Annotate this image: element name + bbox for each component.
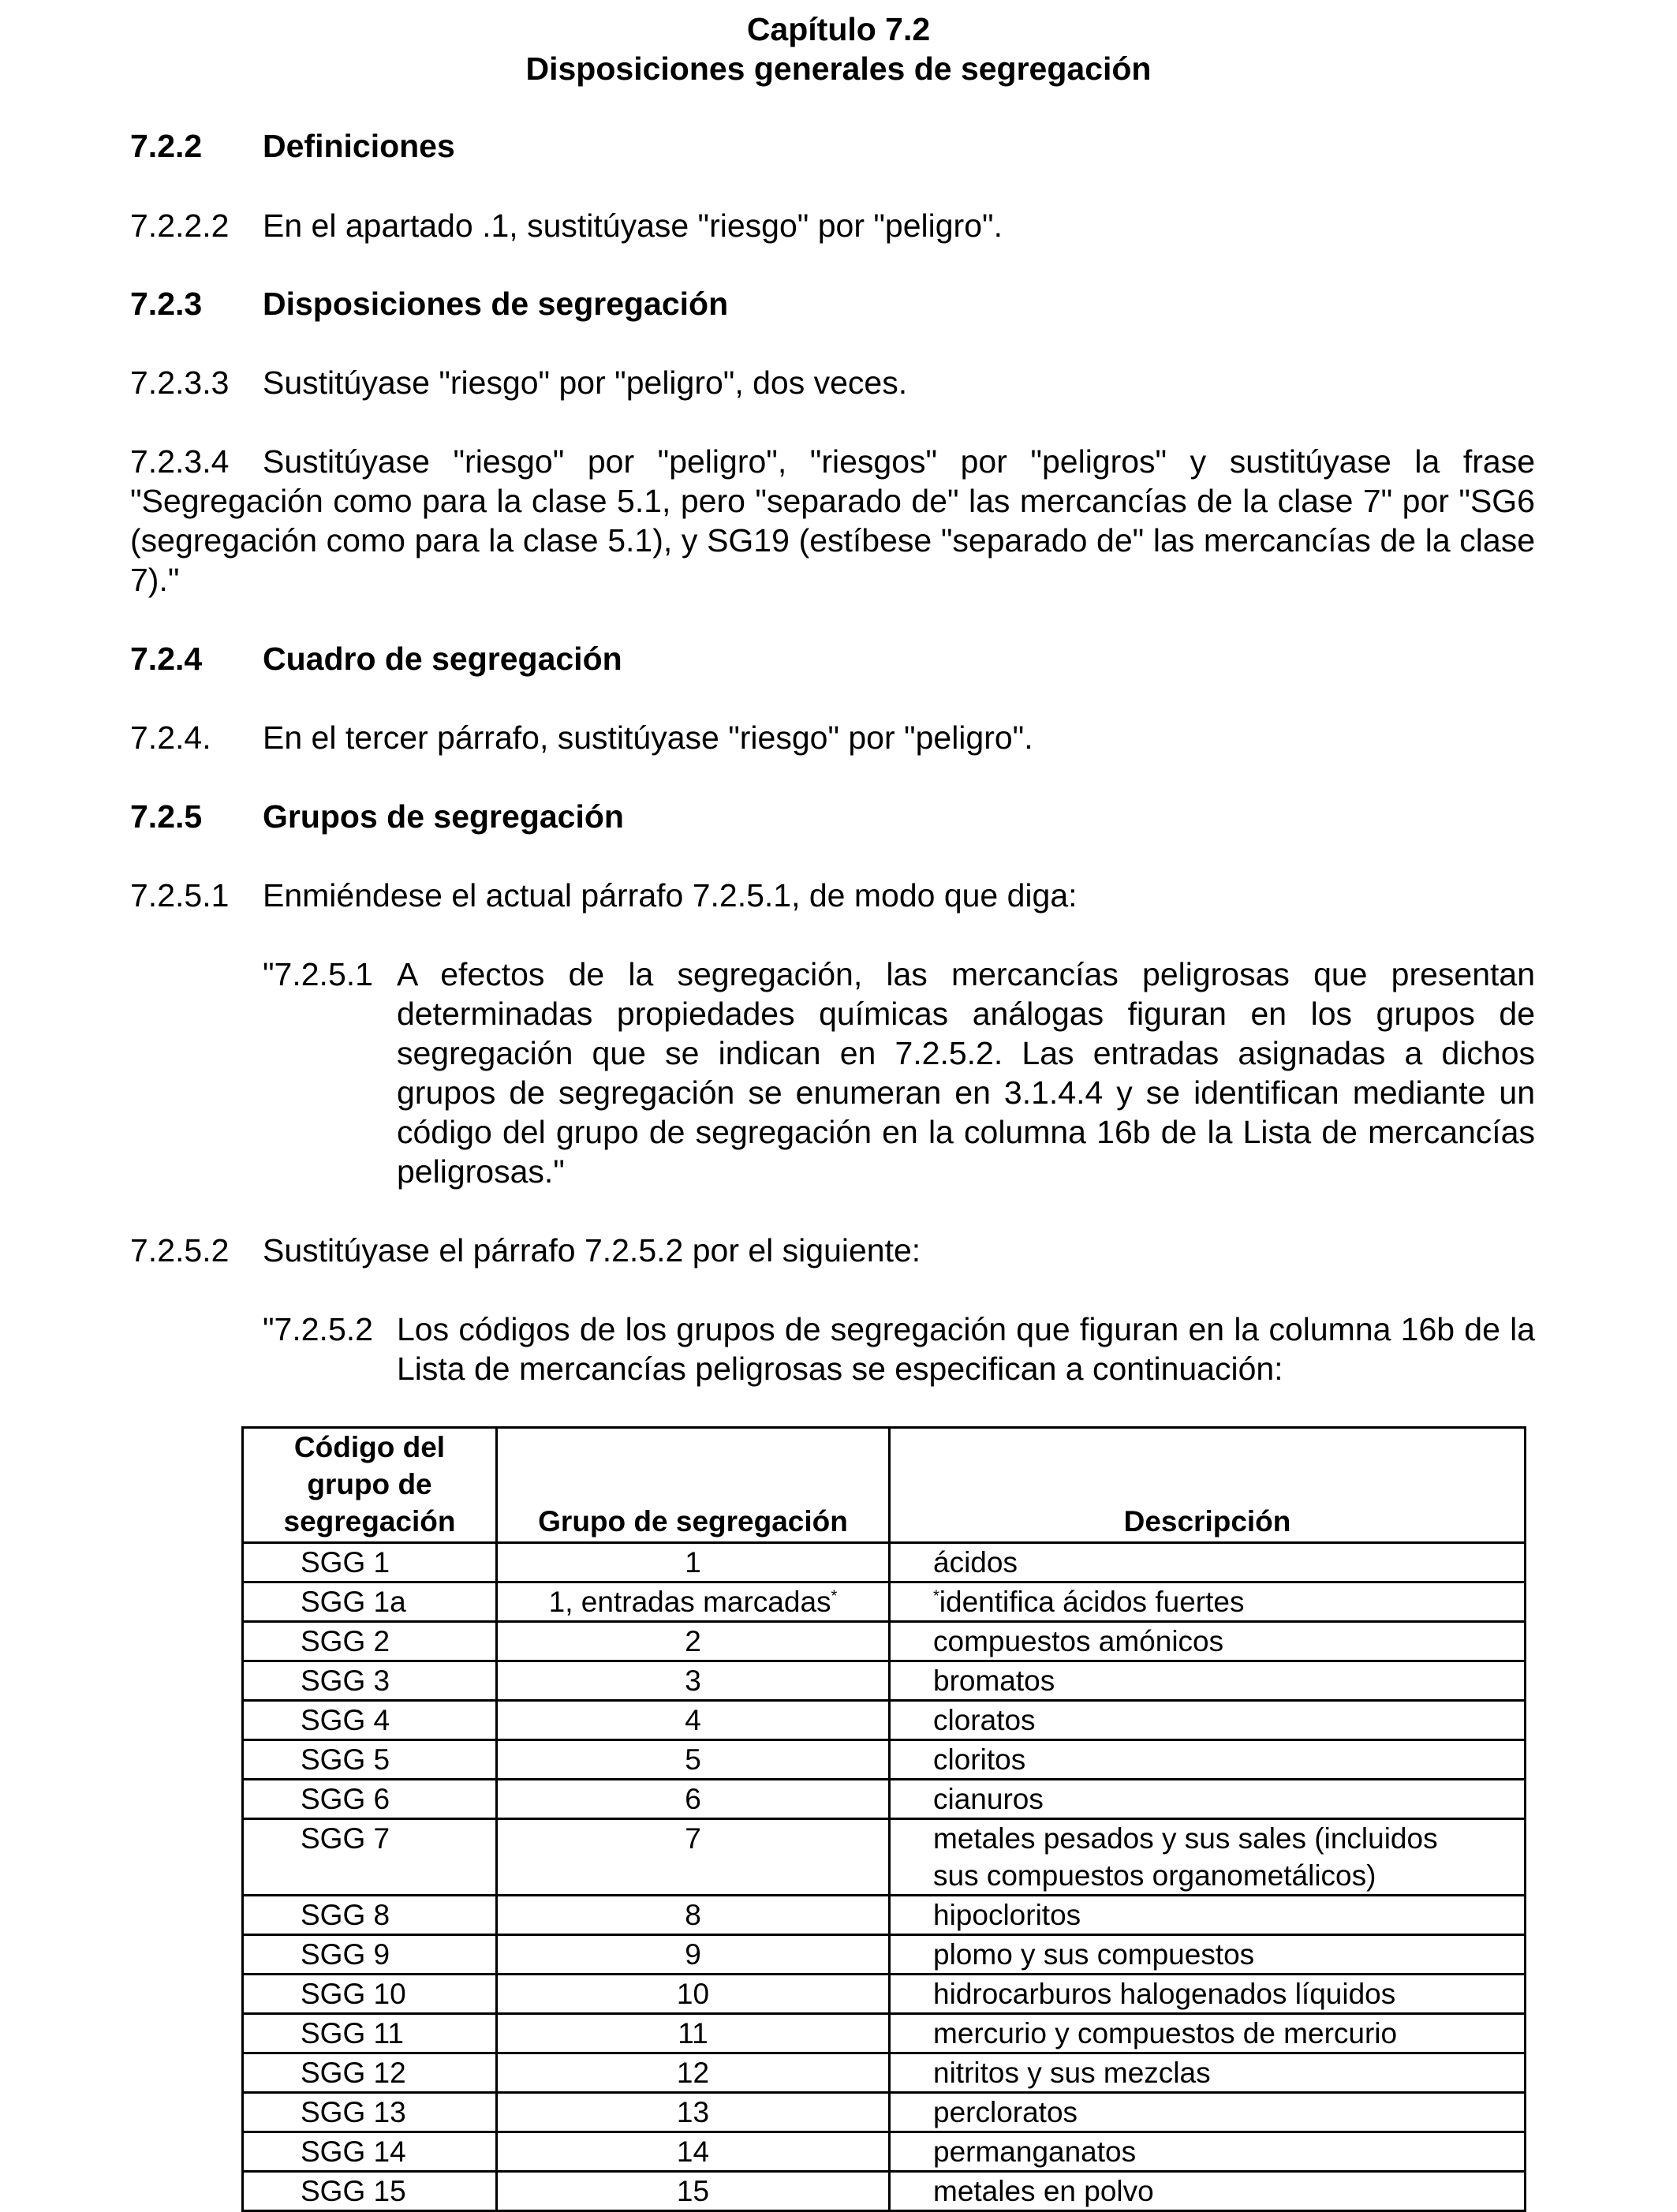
quoted-paragraph-number-7251: "7.2.5.1 (263, 956, 373, 992)
cell-description: mercurio y compuestos de mercurio (890, 2014, 1526, 2053)
paragraph-number-7251: 7.2.5.1 (130, 877, 230, 914)
table-row (243, 2093, 1526, 2132)
cell-code: SGG 12 (243, 2053, 497, 2093)
table-row (243, 2053, 1526, 2093)
cell-group: 3 (497, 1661, 890, 1701)
column-header-code-line1: Código del (293, 1431, 446, 1463)
table-row (243, 1935, 1526, 1975)
section-title-723: Disposiciones de segregación (263, 286, 729, 322)
table-row (243, 1780, 1526, 1819)
table-row (243, 1701, 1526, 1740)
cell-group: 9 (497, 1935, 890, 1975)
table-row (243, 1896, 1526, 1935)
cell-description: cianuros (890, 1780, 1526, 1819)
cell-code: SGG 7 (243, 1819, 497, 1896)
paragraph-number-7222: 7.2.2.2 (130, 207, 230, 244)
cell-description: permanganatos (890, 2132, 1526, 2172)
quoted-paragraph-text-7251: A efectos de la segregación, las mercancías peligrosas que presentan determinadas propiedades químicas análogas figuran en los grupos de segregación que se indican en 7.2.5.2. Las entradas asignadas a dichos grupos de segregación se enumeran en 3.1.4.4 y se identifican mediante un código del grupo de segregación en la columna 16b de la Lista de mercancías peligrosas." (397, 956, 1535, 1190)
cell-code: SGG 1 (243, 1543, 497, 1582)
table-row (243, 1740, 1526, 1780)
cell-code: SGG 6 (243, 1780, 497, 1819)
cell-group: 14 (497, 2132, 890, 2172)
column-header-description: Descripción (890, 1428, 1526, 1543)
table-header-row (243, 1428, 1526, 1543)
cell-description: cloratos (890, 1701, 1526, 1740)
column-header-code-line2: grupo de (307, 1468, 432, 1500)
cell-description (890, 1582, 1526, 1622)
cell-description: hidrocarburos halogenados líquidos (890, 1975, 1526, 2014)
paragraph-text-7234-continuation: "Segregación como para la clase 5.1, pero "separado de" las mercancías de la clase 7" por "SG6 (segregación como para la clase 5.1), y SG19 (estíbese "separado de" las mercancías de la clase 7)." (130, 483, 1535, 598)
cell-description (890, 1819, 1526, 1896)
paragraph-number-7233: 7.2.3.3 (130, 364, 230, 401)
cell-description-text: identifica ácidos fuertes (939, 1586, 1245, 1618)
section-number-722: 7.2.2 (130, 128, 203, 164)
chapter-title: Disposiciones generales de segregación (525, 50, 1152, 87)
cell-group: 10 (497, 1975, 890, 2014)
paragraph-text-7233: Sustitúyase "riesgo" por "peligro", dos veces. (263, 364, 908, 401)
cell-group: 1 (497, 1543, 890, 1582)
footnote-marker: * (933, 1587, 939, 1605)
chapter-number: Capítulo 7.2 (746, 11, 931, 47)
paragraph-number-724: 7.2.4. (130, 719, 211, 756)
cell-code: SGG 13 (243, 2093, 497, 2132)
cell-code: SGG 4 (243, 1701, 497, 1740)
table-row (243, 2172, 1526, 2211)
table-row (243, 1819, 1526, 1896)
section-number-724: 7.2.4 (130, 641, 203, 677)
paragraph-text-7222: En el apartado .1, sustitúyase "riesgo" por "peligro". (263, 207, 1003, 244)
paragraph-text-7251: Enmiéndese el actual párrafo 7.2.5.1, de modo que diga: (263, 877, 1078, 914)
table-row (243, 2132, 1526, 2172)
cell-description: metales en polvo (890, 2172, 1526, 2211)
table-row (243, 1582, 1526, 1622)
cell-description: percloratos (890, 2093, 1526, 2132)
cell-description: bromatos (890, 1661, 1526, 1701)
paragraph-text-7234-first-line: Sustitúyase "riesgo" por "peligro", "riesgos" por "peligros" y sustitúyase la frase (263, 443, 1535, 480)
cell-description-line2: sus compuestos organometálicos) (933, 1859, 1376, 1892)
quoted-paragraph-number-7252: "7.2.5.2 (263, 1311, 373, 1347)
cell-group: 11 (497, 2014, 890, 2053)
paragraph-number-7252: 7.2.5.2 (130, 1232, 230, 1269)
cell-group: 5 (497, 1740, 890, 1780)
cell-group-text: 1, entradas marcadas (548, 1586, 831, 1618)
cell-group: 12 (497, 2053, 890, 2093)
column-header-group: Grupo de segregación (497, 1428, 890, 1543)
cell-code: SGG 15 (243, 2172, 497, 2211)
cell-description-line1: metales pesados y sus sales (incluidos (933, 1822, 1438, 1855)
table-row (243, 1543, 1526, 1582)
cell-group: 7 (497, 1819, 890, 1896)
cell-description: cloritos (890, 1740, 1526, 1780)
footnote-marker: * (831, 1587, 838, 1605)
cell-code: SGG 11 (243, 2014, 497, 2053)
cell-group: 15 (497, 2172, 890, 2211)
cell-group (497, 1582, 890, 1622)
table-row (243, 2014, 1526, 2053)
table-row (243, 1661, 1526, 1701)
cell-group: 8 (497, 1896, 890, 1935)
section-title-722: Definiciones (263, 128, 455, 164)
section-title-725: Grupos de segregación (263, 798, 624, 835)
table-row (243, 1622, 1526, 1661)
table-row (243, 1975, 1526, 2014)
cell-description: nitritos y sus mezclas (890, 2053, 1526, 2093)
cell-description: hipocloritos (890, 1896, 1526, 1935)
section-title-724: Cuadro de segregación (263, 641, 622, 677)
cell-code: SGG 9 (243, 1935, 497, 1975)
segregation-groups-table (241, 1426, 1526, 2212)
paragraph-number-7234: 7.2.3.4 (130, 443, 230, 480)
cell-code: SGG 3 (243, 1661, 497, 1701)
quoted-paragraph-text-7252: Los códigos de los grupos de segregación que figuran en la columna 16b de la Lista de mercancías peligrosas se especifican a continuación: (397, 1311, 1535, 1387)
cell-code: SGG 14 (243, 2132, 497, 2172)
cell-code: SGG 2 (243, 1622, 497, 1661)
cell-group: 4 (497, 1701, 890, 1740)
cell-code: SGG 5 (243, 1740, 497, 1780)
cell-description: plomo y sus compuestos (890, 1935, 1526, 1975)
cell-description: ácidos (890, 1543, 1526, 1582)
cell-code: SGG 1a (243, 1582, 497, 1622)
cell-group: 6 (497, 1780, 890, 1819)
cell-group: 2 (497, 1622, 890, 1661)
cell-description: compuestos amónicos (890, 1622, 1526, 1661)
cell-group: 13 (497, 2093, 890, 2132)
cell-code: SGG 10 (243, 1975, 497, 2014)
section-number-723: 7.2.3 (130, 286, 203, 322)
cell-code: SGG 8 (243, 1896, 497, 1935)
paragraph-text-724: En el tercer párrafo, sustitúyase "riesgo" por "peligro". (263, 719, 1033, 756)
column-header-code-line3: segregación (283, 1505, 456, 1538)
section-number-725: 7.2.5 (130, 798, 203, 835)
column-header-code (243, 1428, 497, 1543)
paragraph-text-7252: Sustitúyase el párrafo 7.2.5.2 por el siguiente: (263, 1232, 921, 1269)
